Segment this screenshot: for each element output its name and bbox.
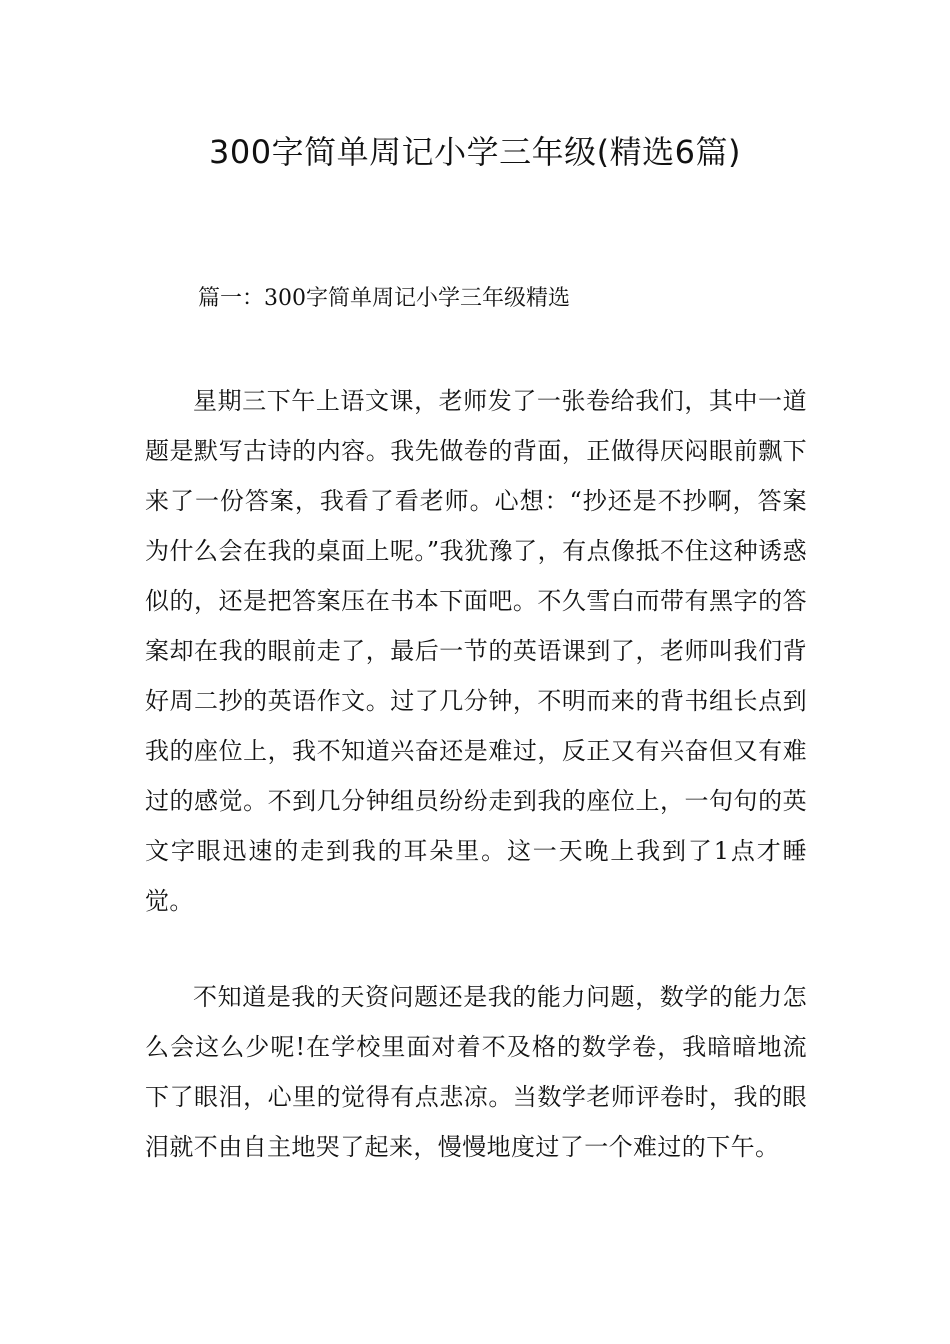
document-title: 300字简单周记小学三年级(精选6篇) — [209, 133, 741, 171]
body-paragraph-1: 星期三下午上语文课，老师发了一张卷给我们，其中一道题是默写古诗的内容。我先做卷的背面，正做得厌闷眼前飘下来了一份答案，我看了看老师。心想：“抄还是不抄啊，答案为什么会在我的桌面上呢。”我犹豫了，有点像抵不住这种诱惑似的，还是把答案压在书本下面吧。不久雪白而带有黑字的答案却在我的眼前走了，最后一节的英语课到了，老师叫我们背好周二抄的英语作文。过了几分钟，不明而来的背书组长点到我的座位上，我不知道兴奋还是难过，反正又有兴奋但又有难过的感觉。不到几分钟组员纷纷走到我的座位上，一句句的英文字眼迅速的走到我的耳朵里。这一天晚上我到了1点才睡觉。 — [145, 387, 807, 915]
body-paragraph-2: 不知道是我的天资问题还是我的能力问题，数学的能力怎么会这么少呢!在学校里面对着不及格的数学卷，我暗暗地流下了眼泪，心里的觉得有点悲凉。当数学老师评卷时，我的眼泪就不由自主地哭了起来，慢慢地度过了一个难过的下午。 — [145, 983, 807, 1161]
section-heading: 篇一：300字简单周记小学三年级精选 — [198, 286, 570, 311]
